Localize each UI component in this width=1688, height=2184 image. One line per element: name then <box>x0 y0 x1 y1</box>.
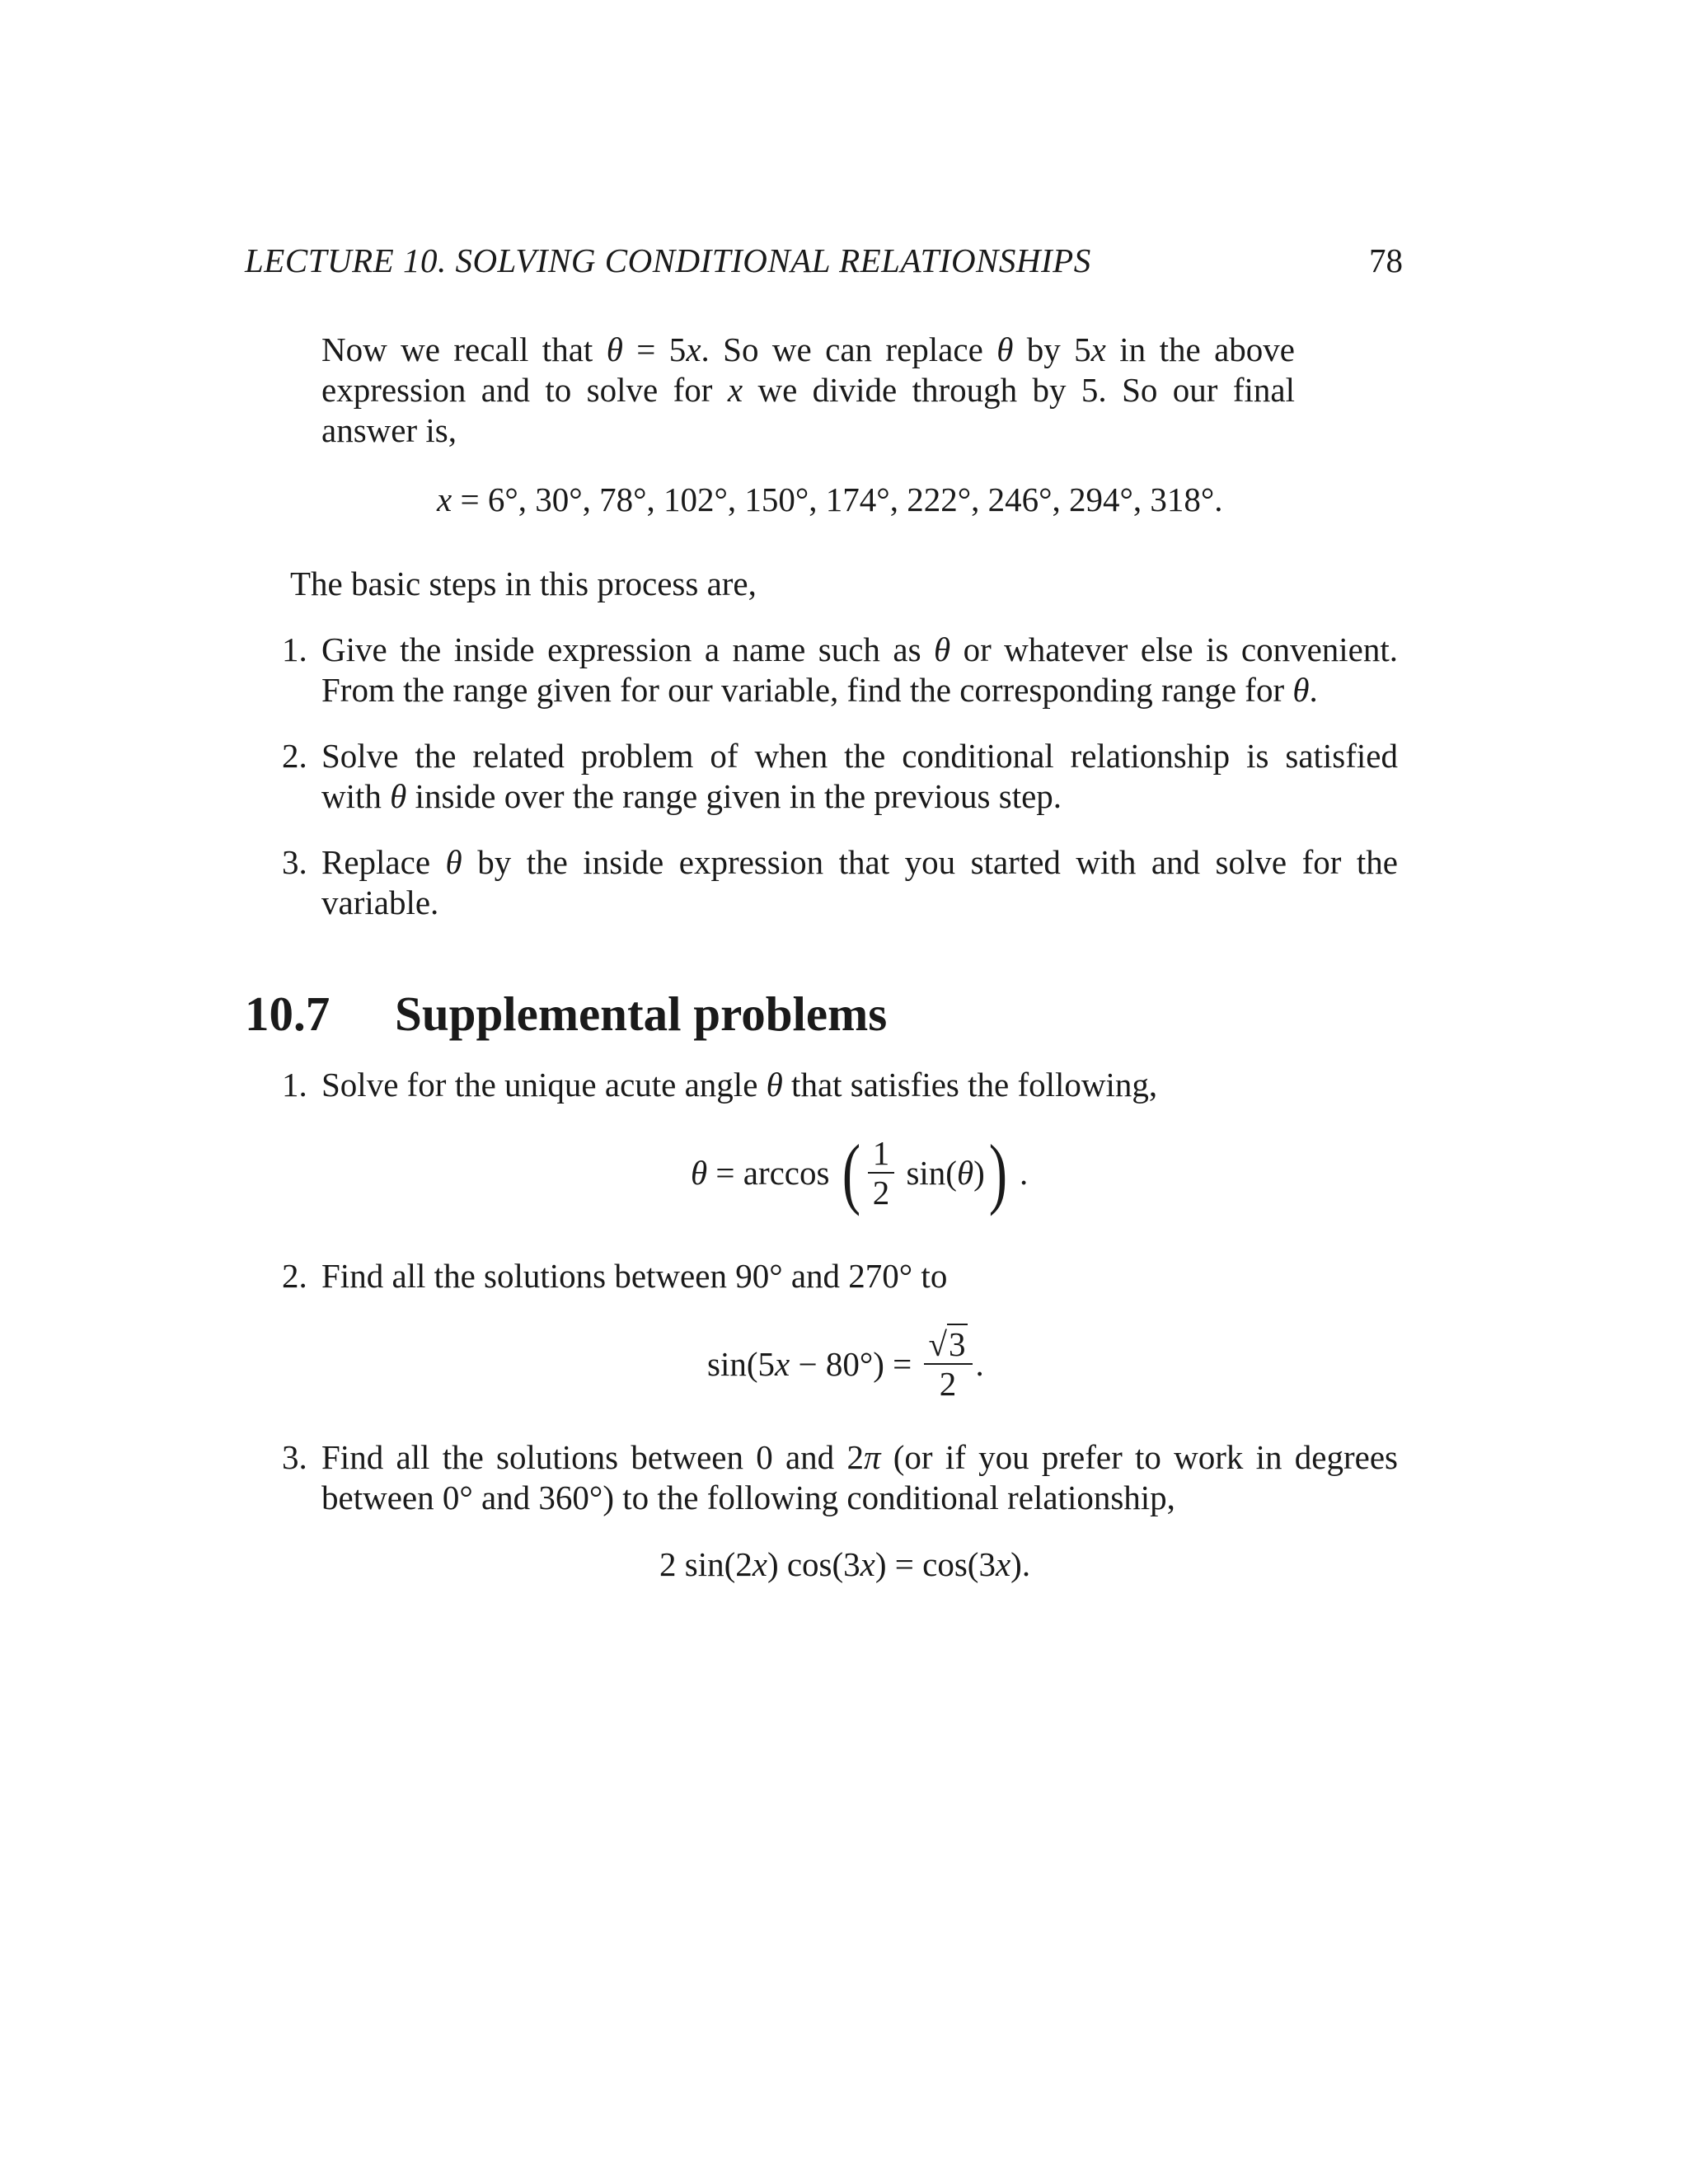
problem-1-number: 1. <box>282 1066 307 1104</box>
step-3-text: Replace θ by the inside expression that you started with and solve for the variable. <box>321 843 1399 921</box>
step-2-text: Solve the related problem of when the conditional relationship is satisfied with θ inside over the range given in the previous step. <box>321 737 1398 815</box>
left-paren: ( <box>842 1128 860 1216</box>
problem-3-number: 3. <box>282 1438 307 1476</box>
problem-3-text: Find all the solutions between 0 and 2π (or if you prefer to work in degrees between 0° and 360°) to the following conditional relationship, <box>321 1438 1399 1516</box>
intro-line-1: Now we recall that θ = 5x. So we can replace θ by 5x in the above <box>321 330 1295 368</box>
step-1-number: 1. <box>282 630 307 668</box>
running-head: LECTURE 10. SOLVING CONDITIONAL RELATIONSHIPS <box>245 241 1091 279</box>
intro-line-3: answer is, <box>321 411 457 449</box>
intro-line-2: expression and to solve for x we divide through by 5. So our final <box>321 371 1295 409</box>
page-number: 78 <box>1369 241 1403 279</box>
sqrt-symbol: √ <box>928 1325 948 1363</box>
section-title: Supplemental problems <box>395 987 888 1041</box>
section-heading <box>245 986 887 1043</box>
step-2-number: 2. <box>282 737 307 775</box>
steps-intro: The basic steps in this process are, <box>290 565 757 602</box>
problem-3-equation: 2 sin(2x) cos(3x) = cos(3x). <box>659 1545 1031 1583</box>
problem-2-equation: sin(5 x − 80°) = $\frac{√3}{2}$ . <box>707 1325 984 1403</box>
fraction-one-half: $\frac{1}{2}$ <box>868 1134 895 1212</box>
step-1-text: Give the inside expression a name such as θ or whatever else is convenient. From the range given for our variable, find the corresponding range for θ. <box>321 630 1398 709</box>
problem-1-equation: θ = arccos ( $\frac{1}{2}$ sin( θ ) ) . <box>691 1128 1029 1216</box>
problem-1-text: Solve for the unique acute angle θ that satisfies the following, <box>321 1066 1158 1104</box>
step-3-number: 3. <box>282 843 307 881</box>
problem-2-text: Find all the solutions between 90° and 270° to <box>321 1257 948 1295</box>
intro-paragraph <box>321 330 1295 451</box>
fraction-sqrt3-over-2: $\frac{√3}{2}$ <box>924 1325 973 1403</box>
problem-2-number: 2. <box>282 1257 307 1295</box>
section-number: 10.7 <box>245 987 331 1041</box>
final-answer-equation: x = 6°, 30°, 78°, 102°, 150°, 174°, 222°, 246°, 294°, 318°. <box>437 480 1223 518</box>
right-paren: ) <box>988 1128 1007 1216</box>
